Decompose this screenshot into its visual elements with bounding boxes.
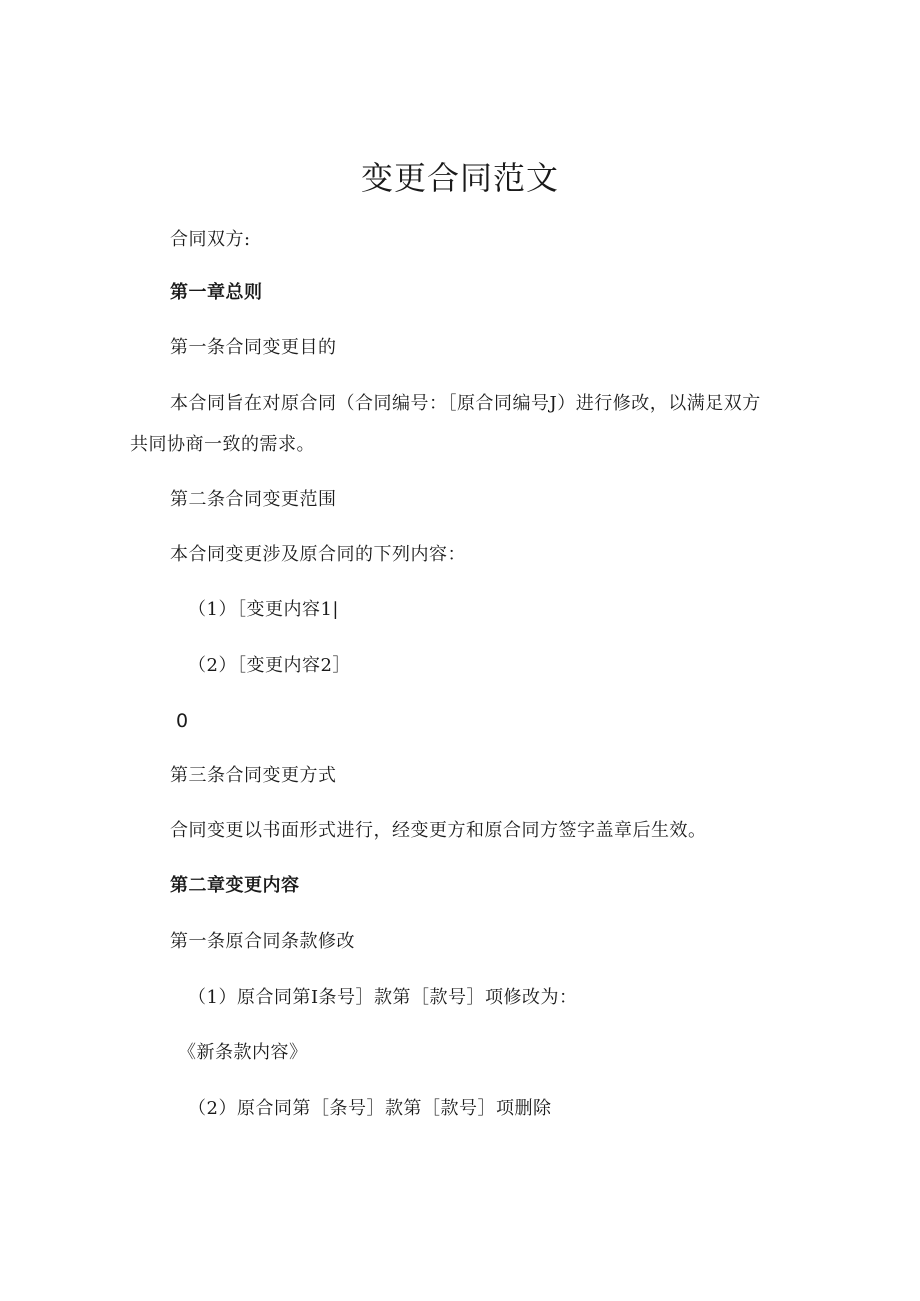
change-item-2: （2）［变更内容2］	[188, 655, 351, 676]
article1-body-line1: 本合同旨在对原合同（合同编号：［原合同编号J）进行修改，以满足双方	[170, 393, 761, 414]
new-clause-placeholder: 《新条款内容》	[178, 1042, 308, 1063]
article2-title: 第二条合同变更范围	[170, 489, 337, 510]
chapter2-heading: 第二章变更内容	[170, 875, 300, 896]
article2-intro: 本合同变更涉及原合同的下列内容：	[170, 544, 466, 565]
article3-title: 第三条合同变更方式	[170, 765, 337, 786]
modification-item-2: （2）原合同第［条号］款第［款号］项删除	[188, 1098, 552, 1119]
article3-body: 合同变更以书面形式进行，经变更方和原合同方签字盖章后生效。	[170, 820, 707, 841]
article1-title: 第一条合同变更目的	[170, 337, 337, 358]
chapter2-article1-title: 第一条原合同条款修改	[170, 931, 355, 952]
chapter1-heading: 第一章总则	[170, 282, 263, 303]
article1-body-line2: 共同协商一致的需求。	[130, 434, 315, 455]
modification-item-1: （1）原合同第I条号］款第［款号］项修改为：	[188, 987, 578, 1008]
change-item-1: （1）［变更内容1|	[188, 599, 339, 620]
document-title: 变更合同范文	[360, 159, 559, 197]
parties-label: 合同双方:	[170, 229, 251, 250]
trailing-zero: 0	[176, 710, 189, 732]
